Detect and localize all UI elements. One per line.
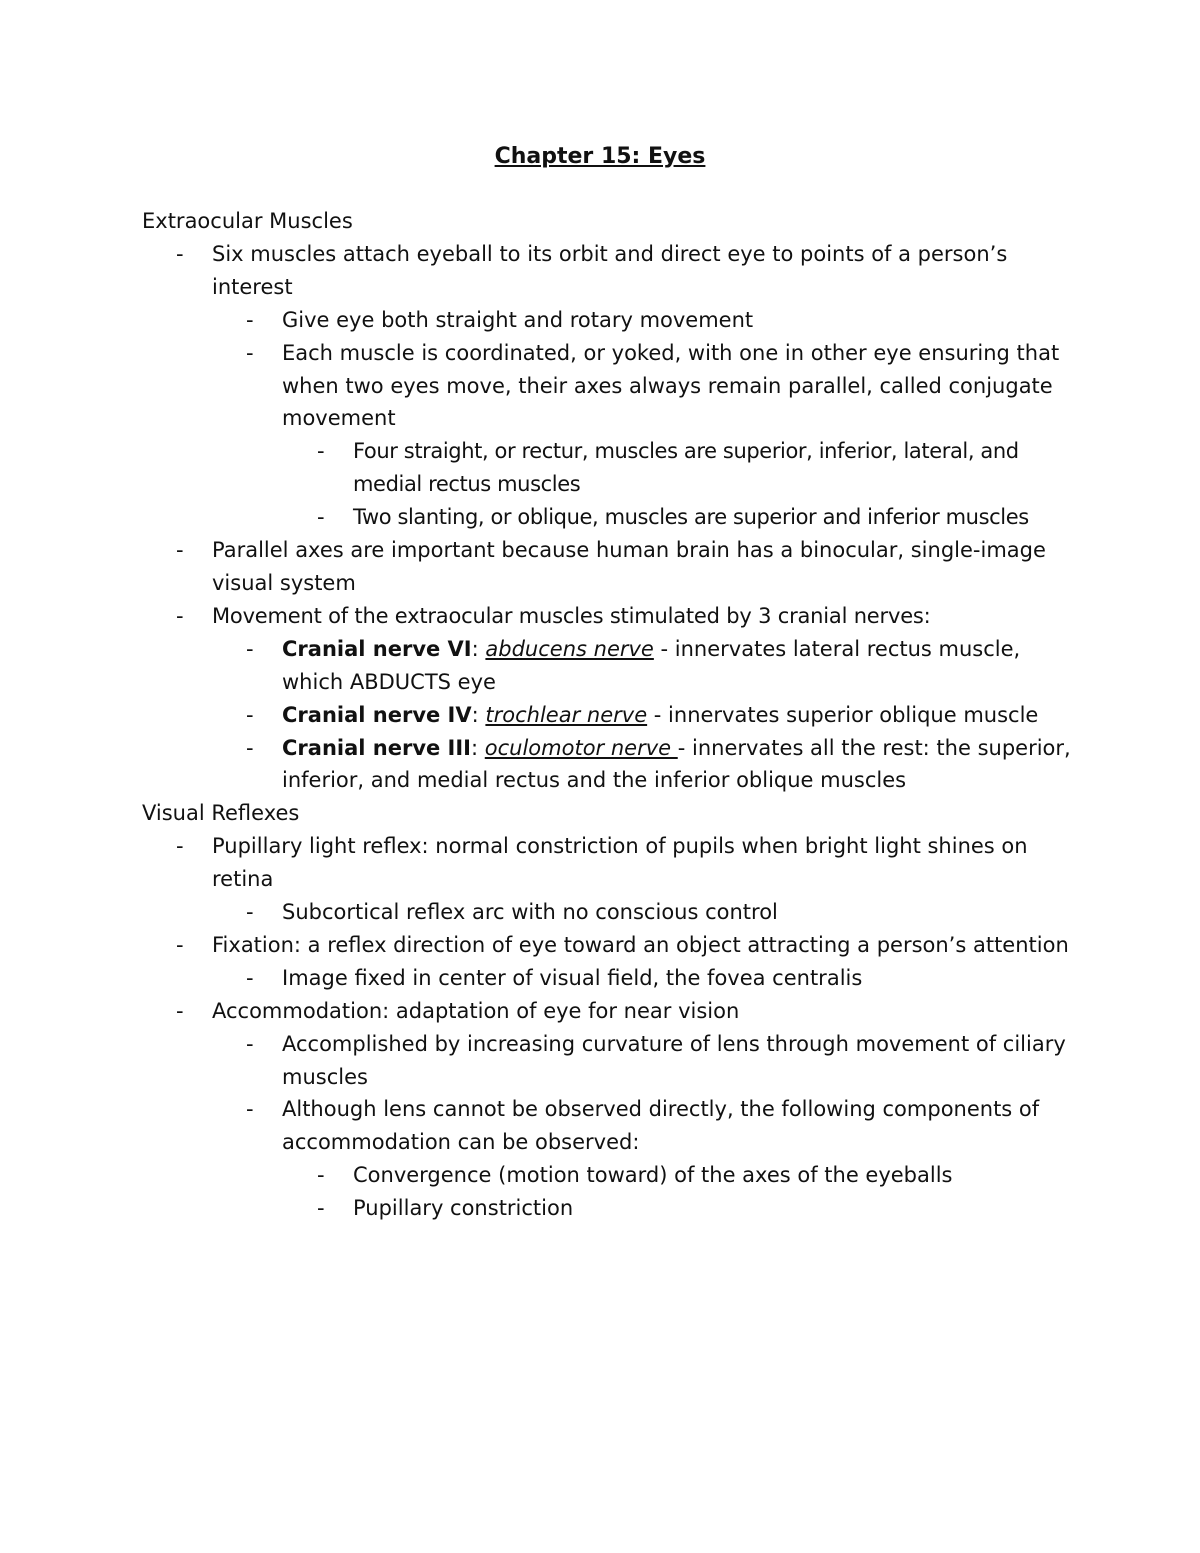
- section-heading-visual-reflexes: Visual Reflexes: [142, 801, 300, 826]
- list-item: - Movement of the extraocular muscles stimulated by 3 cranial nerves:: [212, 600, 1077, 633]
- list-item: - Parallel axes are important because human brain has a binocular, single-image visual system: [212, 534, 1077, 600]
- list-item: - Subcortical reflex arc with no conscious control: [282, 896, 1077, 929]
- list-item: - Accomplished by increasing curvature of lens through movement of ciliary muscles: [282, 1028, 1077, 1094]
- page-title: Chapter 15: Eyes: [494, 144, 706, 169]
- list-item: - Give eye both straight and rotary movement: [282, 304, 1077, 337]
- notes-body: [142, 205, 1077, 1225]
- nerve-description: - innervates all the rest: the superior, inferior, and medial rectus and the inferior oblique muscles: [282, 735, 1071, 793]
- extraocular-muscles-list: [142, 238, 1077, 797]
- list-item: - Although lens cannot be observed directly, the following components of accommodation can be observed:: [282, 1093, 1077, 1159]
- section-heading-extraocular-muscles: Extraocular Muscles: [142, 209, 353, 233]
- list-item-cranial-nerve-vi: [282, 633, 1077, 699]
- list-item: - Six muscles attach eyeball to its orbit and direct eye to points of a person’s interest: [212, 238, 1077, 304]
- list-item: - Pupillary light reflex: normal constriction of pupils when bright light shines on retina: [212, 830, 1077, 896]
- nerve-label: Cranial nerve III: [282, 735, 471, 760]
- nerve-name: oculomotor nerve: [484, 735, 678, 760]
- list-item: - Two slanting, or oblique, muscles are superior and inferior muscles: [353, 501, 1077, 534]
- visual-reflexes-list: [142, 830, 1077, 1225]
- list-item: - Convergence (motion toward) of the axes of the eyeballs: [353, 1159, 1077, 1192]
- nerve-label: Cranial nerve IV: [282, 702, 472, 727]
- list-item: - Accommodation: adaptation of eye for near vision: [212, 995, 1077, 1028]
- nerve-name: abducens nerve: [485, 636, 654, 661]
- nerve-separator: :: [471, 636, 486, 661]
- list-item-cranial-nerve-iii: [282, 732, 1077, 798]
- nerve-separator: :: [471, 702, 486, 727]
- nerve-description: - innervates lateral rectus muscle, which ABDUCTS eye: [282, 636, 1021, 694]
- list-item: - Four straight, or rectur, muscles are superior, inferior, lateral, and medial rectus muscles: [353, 435, 1077, 501]
- nerve-name: trochlear nerve: [485, 702, 648, 727]
- list-item: - Fixation: a reflex direction of eye toward an object attracting a person’s attention: [212, 929, 1077, 962]
- nerve-label: Cranial nerve VI: [282, 636, 472, 661]
- list-item: - Each muscle is coordinated, or yoked, with one in other eye ensuring that when two eyes move, their axes always remain parallel, called conjugate movement: [282, 337, 1077, 436]
- nerve-description: - innervates superior oblique muscle: [647, 702, 1039, 727]
- list-item: - Pupillary constriction: [353, 1192, 1077, 1225]
- list-item: - Image fixed in center of visual field, the fovea centralis: [282, 962, 1077, 995]
- list-item-cranial-nerve-iv: [282, 699, 1077, 732]
- nerve-separator: :: [471, 735, 485, 760]
